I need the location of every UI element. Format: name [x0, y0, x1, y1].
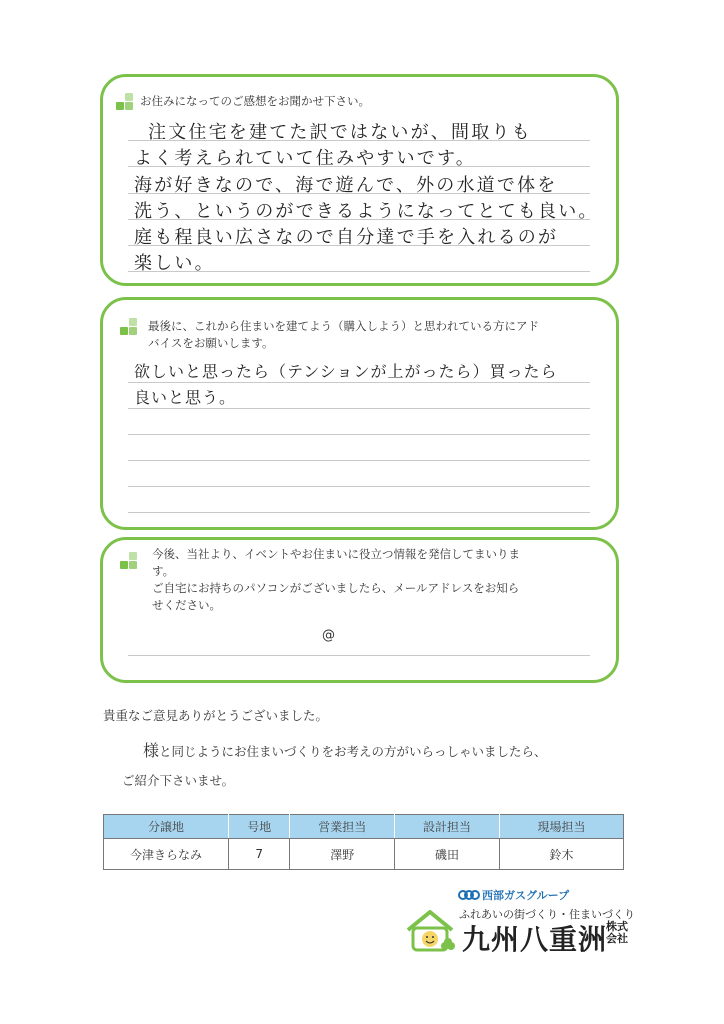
header-lot: 号地 [229, 815, 290, 839]
header-subdivision: 分譲地 [104, 815, 229, 839]
table-header-row [104, 815, 624, 839]
seibu-gas-mark-icon [458, 888, 480, 902]
suffix-top: 株式 [606, 920, 628, 933]
green-squares-icon [120, 318, 138, 336]
company-name: 九州八重洲 [462, 923, 608, 956]
green-squares-icon [116, 93, 134, 111]
handwritten-answer-line: 海が好きなので、海で遊んで、外の水道で体を [134, 175, 558, 196]
referral-line-2: ご紹介下さいませ。 [122, 773, 235, 788]
cell-design: 磯田 [395, 839, 500, 870]
header-sales: 営業担当 [290, 815, 395, 839]
advice-prompt: 最後に、これから住まいを建てよう（購入しよう）と思われている方にアド バイスをお願いします。 [148, 319, 539, 350]
referral-line-1 [143, 738, 547, 761]
green-squares-icon [120, 552, 138, 570]
impressions-prompt: お住みになってのご感想をお聞かせ下さい。 [140, 94, 370, 108]
cell-sales: 澤野 [290, 839, 395, 870]
ruled-line [128, 460, 590, 461]
ruled-line [128, 486, 590, 487]
handwritten-answer-line: よく考えられていて住みやすいです。 [134, 148, 476, 169]
cell-lot: 7 [229, 839, 290, 870]
house-face-icon [404, 908, 456, 952]
ruled-line [128, 512, 590, 513]
header-design: 設計担当 [395, 815, 500, 839]
referral-text: と同じようにお住まいづくりをお考えの方がいらっしゃいましたら、 [159, 744, 547, 759]
header-site: 現場担当 [499, 815, 623, 839]
cell-subdivision: 今津きらなみ [104, 839, 229, 870]
handwritten-answer-line: 楽しい。 [134, 253, 215, 274]
cell-site: 鈴木 [499, 839, 623, 870]
suffix-bottom: 会社 [606, 932, 628, 945]
handwritten-answer-line: 洗う、というのができるようになってとても良い。 [134, 201, 599, 222]
table-row [104, 839, 624, 870]
handwritten-answer-line: 良いと思う。 [134, 388, 237, 407]
ruled-line [128, 382, 590, 383]
logo-tagline: ふれあいの街づくり・住まいづくり [459, 908, 635, 921]
property-info-table [103, 814, 624, 870]
thanks-message: 貴重なご意見ありがとうございました。 [103, 708, 329, 723]
handwritten-answer-line: 欲しいと思ったら（テンションが上がったら）買ったら [134, 362, 558, 381]
email-at-sign: @ [322, 628, 335, 643]
handwritten-answer-line: 注文住宅を建てた訳ではないが、間取りも [148, 122, 532, 143]
email-line [128, 655, 590, 656]
ruled-line [128, 434, 590, 435]
ruled-line [128, 408, 590, 409]
company-suffix [606, 921, 628, 945]
handwritten-answer-line: 庭も程良い広さなので自分達で手を入れるのが [134, 227, 559, 248]
newsletter-prompt: 今後、当社より、イベントやお住まいに役立つ情報を発信してまいりま す。 ご自宅にお持ちのパソコンがございましたら、メールアドレスをお知ら せください。 [152, 547, 520, 612]
group-name: 西部ガスグループ [482, 889, 570, 902]
sama-label: 様 [143, 741, 160, 760]
